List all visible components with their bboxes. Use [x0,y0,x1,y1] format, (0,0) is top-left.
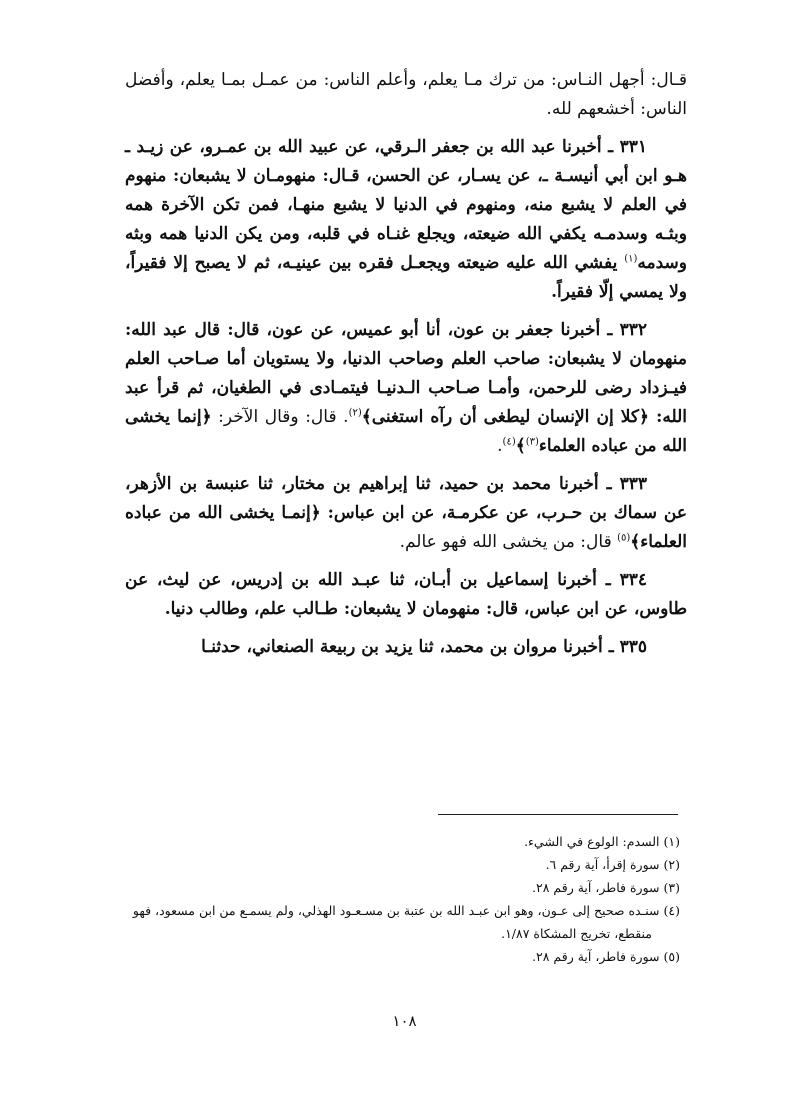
footnote-divider [438,814,678,815]
footnote-text: سورة فاطر، آية رقم ٢٨. [532,880,660,895]
hadith-334 [125,566,687,624]
page-body [125,66,687,671]
footnote-3 [132,876,680,899]
hadith-text-continued: يفشي الله عليه ضيعته ويجعـل فقره بين عينيـه، ثم لا يصبح إلا فقيراً، ولا يمسي إلّا فقيراً. [125,253,687,302]
footnote-text: سنـده صحيح إلى عـون، وهو ابن عبـد الله بن عتبة بن مسـعـود الهذلي، ولم يسمـع من ابن مسعود، فهو منقطع، تخريج المشكاة ١/٨٧. [132,903,660,941]
hadith-text: أخبرنا محمد بن حميد، ثنا إبراهيم بن مختار، ثنا عنبسة بن الأزهر، عن سماك بن حـرب، عن عكرمـة، عن ابن عباس: [125,474,687,523]
footnote-marker: (٣) [663,880,680,895]
intro-text: قـال: أجهل النـاس: من ترك مـا يعلم، وأعلم الناس: من عمـل بمـا يعلم، وأفضل الناس: أخشعهم لله. [125,70,687,119]
footnote-2 [132,853,680,876]
hadith-text-continued: قال: من يخشى الله فهو عالم. [399,532,618,552]
footnote-text: سورة فاطر، آية رقم ٢٨. [532,949,660,964]
footnote-marker: (٥) [663,949,680,964]
footnote-marker: (١) [663,834,680,849]
hadith-text-continued: . قال: وقال الآخر: [211,407,349,427]
paragraph-intro [125,66,687,124]
hadith-text: أخبرنا جعفر بن عون، أنا أبو عميس، عن عون، قال: قال عبد الله: منهومان لا يشبعان: صاحب العلم وصاحب الدنيا، ولا يستويان أما صـاحب العلم فيـزداد رضى للرحمن، وأمـا صـاحب الـدنيـا فيتمـادى في الطغيان، ثم قرأ عبد الله: [125,320,687,427]
quran-quote: ﴿كلا إن الإنسان ليطغى أن رآه استغنى﴾ [361,407,649,427]
quran-quote: ﴿إنمـا يخشى الله من عباده العلماء﴾ [125,503,687,552]
hadith-number: ٣٣٥ ـ [608,637,647,657]
footnote-text: سورة إقرأ، آية رقم ٦. [545,857,660,872]
footnote-ref[interactable]: (٢) [348,407,362,419]
hadith-332 [125,316,687,461]
hadith-number: ٣٣١ ـ [608,137,647,157]
footnote-ref[interactable]: (٣) [525,436,539,448]
footnote-ref[interactable]: (٤) [502,436,516,448]
footnote-ref[interactable]: (١) [624,253,638,265]
hadith-number: ٣٣٢ ـ [607,320,647,340]
page-number: ١٠٨ [392,1012,417,1030]
hadith-335 [125,633,687,662]
footnote-ref[interactable]: (٥) [617,532,631,544]
hadith-number: ٣٣٣ ـ [606,474,647,494]
quran-quote-end: ﴾ [515,436,526,456]
hadith-text-end: . [497,436,503,456]
quran-quote: ﴿إنما يخشى الله من عباده العلماء [125,407,687,456]
hadith-text: أخبرنا إسماعيل بن أبـان، ثنا عبـد الله بن إدريس، عن ليث، عن طاوس، عن ابن عباس، قال: منهومان لا يشبعان: طـالب علم، وطالب دنيا. [125,570,687,619]
footnotes [132,830,680,968]
hadith-text: أخبرنا مروان بن محمد، ثنا يزيد بن ربيعة الصنعاني، حدثنـا [201,637,609,657]
hadith-331 [125,133,687,307]
footnote-1 [132,830,680,853]
footnote-5 [132,945,680,968]
hadith-text: أخبرنا عبد الله بن جعفر الـرقي، عن عبيد الله بن عمـرو، عن زيـد ـ هـو ابن أبي أنيسـة ـ، عن يسـار، عن الحسن، قـال: منهومـان لا يشبعان: منهوم في العلم لا يشبع منه، ومنهوم في الدنيا لا يشبع منهـا، فمن تكن الآخرة همه وبثـه وسدمـه يكفي الله ضيعته، ويجلع غنـاه في قلبه، ومن يكن الدنيا همه وبثه وسدمه [125,137,687,273]
hadith-333 [125,470,687,557]
footnote-text: السدم: الولوع في الشيء. [524,834,660,849]
footnote-4 [132,899,680,945]
footnote-marker: (٤) [663,903,680,918]
footnote-marker: (٢) [663,857,680,872]
hadith-number: ٣٣٤ ـ [605,570,647,590]
